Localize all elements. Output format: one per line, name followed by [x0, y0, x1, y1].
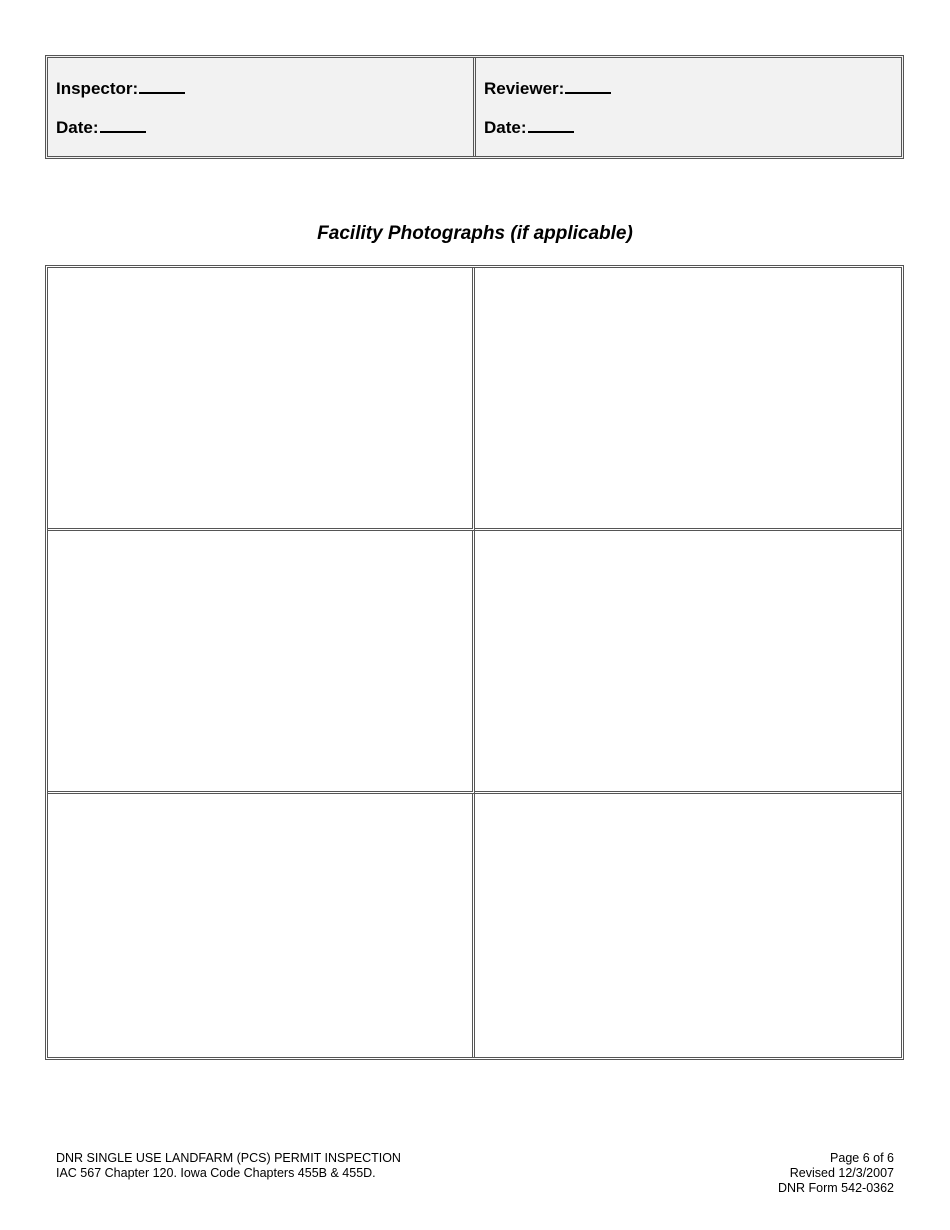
- photo-box[interactable]: [48, 268, 475, 531]
- signature-table: [45, 55, 904, 159]
- inspector-cell: [48, 58, 476, 156]
- inspector-field[interactable]: [56, 78, 185, 99]
- footer-page-info: [778, 1151, 894, 1196]
- reviewer-date-label: Date:: [484, 118, 527, 137]
- reviewer-blank[interactable]: [565, 78, 611, 94]
- footer-form-info: [56, 1151, 401, 1181]
- photo-box[interactable]: [48, 794, 475, 1057]
- footer-legal-reference: IAC 567 Chapter 120. Iowa Code Chapters 455B & 455D.: [56, 1166, 376, 1180]
- reviewer-label: Reviewer:: [484, 79, 565, 98]
- form-number: DNR Form 542-0362: [777, 1181, 894, 1195]
- photo-grid: [45, 265, 904, 1060]
- photo-box[interactable]: [475, 531, 902, 794]
- reviewer-date-blank[interactable]: [528, 117, 574, 133]
- inspector-blank[interactable]: [139, 78, 185, 94]
- footer-form-title: DNR SINGLE USE LANDFARM (PCS) PERMIT INSPECTION: [56, 1151, 401, 1165]
- reviewer-cell: [476, 58, 901, 156]
- page-number: Page 6 of 6: [830, 1151, 894, 1165]
- reviewer-date-field[interactable]: [484, 117, 574, 138]
- photos-section-title: Facility Photographs (if applicable): [317, 223, 633, 244]
- inspector-date-label: Date:: [56, 118, 99, 137]
- photo-box[interactable]: [475, 268, 902, 531]
- revision-date: Revised 12/3/2007: [789, 1166, 894, 1180]
- inspector-date-blank[interactable]: [100, 117, 146, 133]
- reviewer-field[interactable]: [484, 78, 611, 99]
- inspector-date-field[interactable]: [56, 117, 146, 138]
- photo-box[interactable]: [48, 531, 475, 794]
- inspector-label: Inspector:: [56, 79, 139, 98]
- photo-box[interactable]: [475, 794, 902, 1057]
